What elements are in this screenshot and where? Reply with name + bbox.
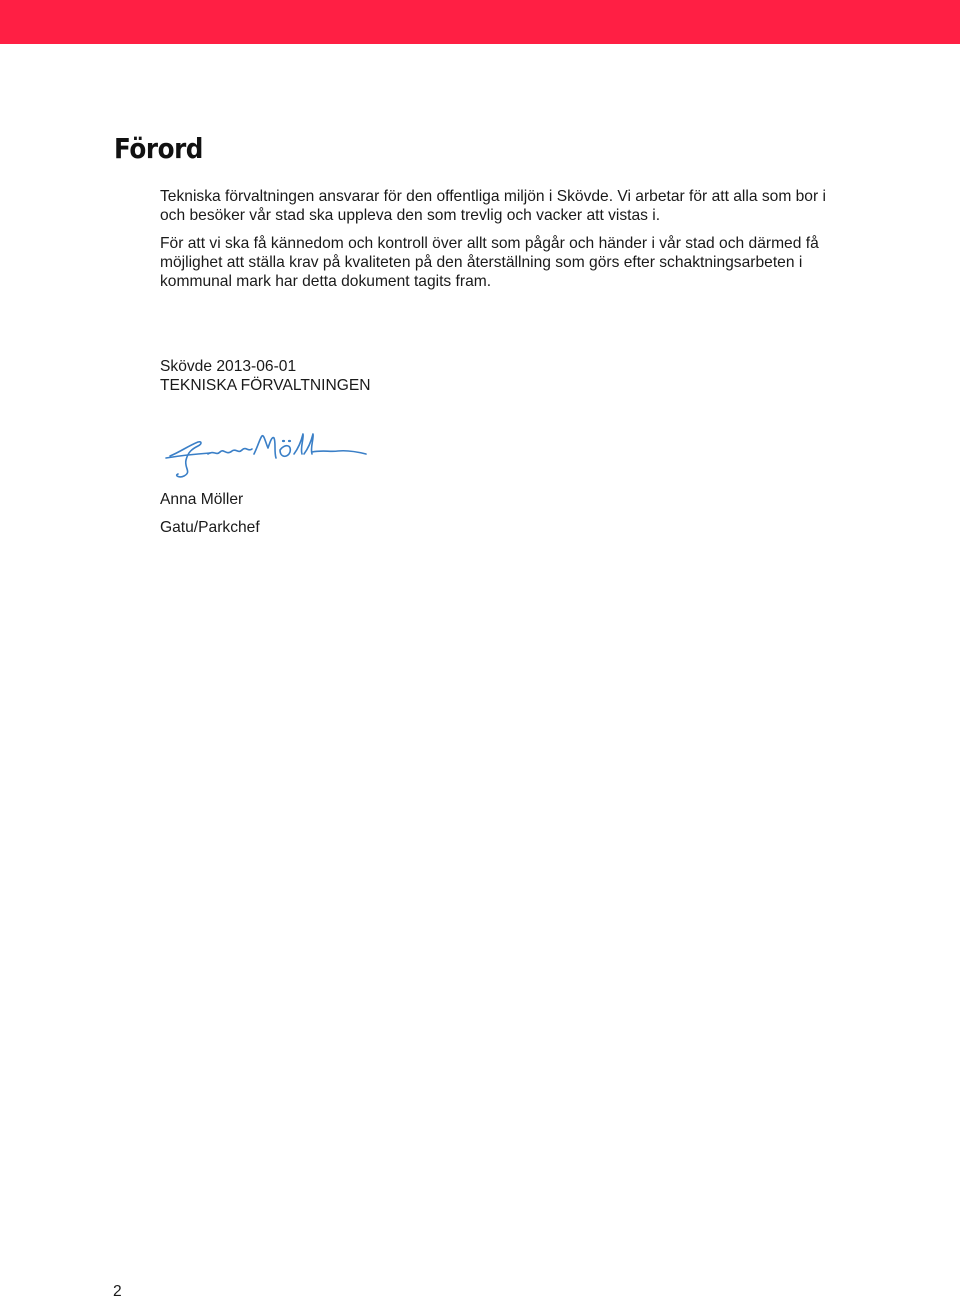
top-accent-band <box>0 0 960 44</box>
page-title: Förord <box>114 132 203 165</box>
page-number: 2 <box>113 1283 122 1300</box>
purpose-paragraph: För att vi ska få kännedom och kontroll över allt som pågår och händer i vår stad och därmed få möjlighet att ställa krav på kvaliteten på den återställning som görs efter schaktningsarbeten i kommunal mark har detta dokument tagits fram. <box>160 235 819 290</box>
handwritten-signature <box>162 432 368 482</box>
intro-paragraph: Tekniska förvaltningen ansvarar för den offentliga miljön i Skövde. Vi arbetar för att alla som bor i och besöker vår stad ska uppleva den som trevlig och vacker att vistas i. <box>160 188 826 224</box>
signer-name: Anna Möller <box>160 491 244 508</box>
place-date: Skövde 2013-06-01 <box>160 358 297 375</box>
signer-title: Gatu/Parkchef <box>160 519 260 536</box>
organization-name: TEKNISKA FÖRVALTNINGEN <box>160 377 371 394</box>
